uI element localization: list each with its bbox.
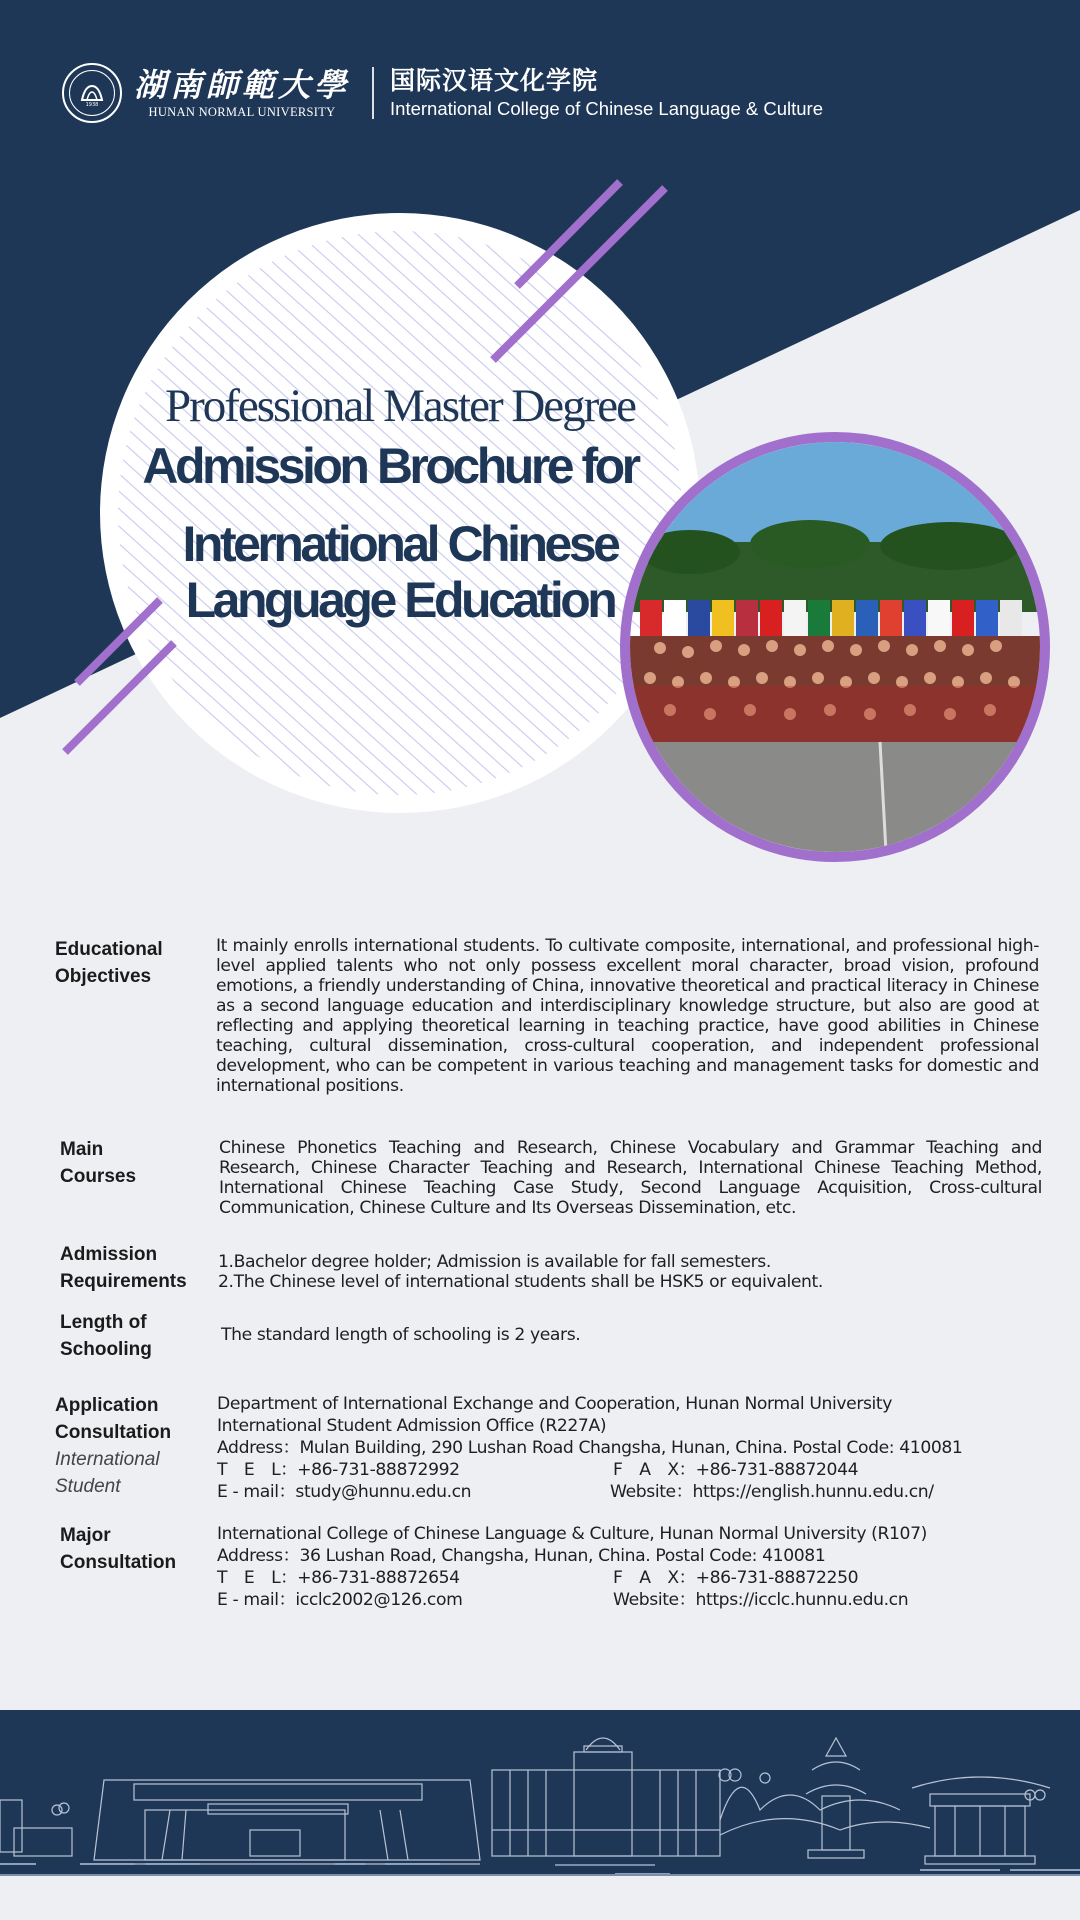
major-email-web-line <box>217 1589 1057 1611</box>
major-fax-group <box>613 1567 858 1589</box>
application-tel: +86-731-88872992 <box>297 1460 460 1480</box>
university-name-cn: 湖南師範大學 <box>134 66 351 104</box>
website-key: Website： <box>613 1590 696 1610</box>
application-tel-fax-line <box>217 1459 1057 1481</box>
section-label <box>60 1241 187 1295</box>
requirement-item: 2.The Chinese level of international students shall be HSK5 or equivalent. <box>218 1272 823 1292</box>
major-tel-fax-line <box>217 1567 1057 1589</box>
major-website-link[interactable]: https://icclc.hunnu.edu.cn <box>695 1590 909 1610</box>
address-key: Address： <box>217 1546 300 1566</box>
application-office: International Student Admission Office (R227A) <box>217 1416 607 1436</box>
university-name-en: HUNAN NORMAL UNIVERSITY <box>148 105 336 119</box>
section-label <box>60 1522 176 1576</box>
address-key: Address： <box>217 1438 300 1458</box>
major-email-link[interactable]: icclc2002@126.com <box>295 1590 463 1610</box>
label-line: Courses <box>60 1166 137 1187</box>
major-website-group <box>613 1589 908 1611</box>
major-org: International College of Chinese Language & Culture, Hunan Normal University (R107) <box>217 1524 927 1544</box>
fax-key: F A X： <box>613 1568 696 1588</box>
application-website-link[interactable]: https://english.hunnu.edu.cn/ <box>692 1482 934 1502</box>
tel-key: T E L： <box>217 1460 298 1480</box>
section-label <box>55 1392 171 1500</box>
label-line: Length of <box>60 1312 147 1333</box>
college-name-en: International College of Chinese Language & Culture <box>390 98 824 119</box>
label-line: Consultation <box>55 1422 172 1443</box>
header <box>62 60 823 126</box>
email-key: E - mail： <box>217 1590 296 1610</box>
application-address: Mulan Building, 290 Lushan Road Changsha, Hunan, China. Postal Code: 410081 <box>299 1438 963 1458</box>
college-name <box>390 65 823 121</box>
label-line: Requirements <box>60 1271 187 1292</box>
major-address: 36 Lushan Road, Changsha, Hunan, China. Postal Code: 410081 <box>299 1546 826 1566</box>
title-line-2: International Chinese <box>182 516 618 572</box>
label-line: Consultation <box>60 1552 177 1573</box>
application-website-group <box>610 1481 934 1503</box>
objectives-text: It mainly enrolls international students. To cultivate composite, international, and professional high-level applied talents who not only possess excellent moral character, broad vision, profound emotions, a friendly understanding of China, innovative theoretical and practical literacy in Chinese as a second language education and interdisciplinary knowledge structure, but also are good at reflecting and applying theoretical learning in teaching practice, have good abilities in Chinese teaching, cultural dissemination, cross-cultural cooperation, and independent professional development, who can be competent in various teaching and management tasks for domestic and international positions. <box>216 936 1039 1096</box>
courses-text: Chinese Phonetics Teaching and Research, Chinese Vocabulary and Grammar Teaching and Research, Chinese Character Teaching and Research, International Chinese Teaching Method, International Chinese Teaching Case Study, Second Language Acquisition, Cross-cultural Communication, Chinese Culture and Its Overseas Dissemination, etc. <box>219 1138 1042 1218</box>
label-line: Student <box>55 1476 121 1497</box>
label-line: Admission <box>60 1244 158 1265</box>
application-org: Department of International Exchange and Cooperation, Hunan Normal University <box>217 1394 893 1414</box>
label-line: Application <box>55 1395 159 1416</box>
footer-campus-skyline <box>0 1710 1080 1876</box>
label-line: Educational <box>55 939 163 960</box>
label-line: Schooling <box>60 1339 152 1360</box>
header-divider <box>372 67 374 119</box>
svg-text:1938: 1938 <box>85 102 99 108</box>
label-line: Major <box>60 1525 111 1546</box>
fax-key: F A X： <box>613 1460 696 1480</box>
application-contact <box>217 1393 1057 1503</box>
application-address-line <box>217 1437 1057 1459</box>
brochure-title <box>100 380 680 630</box>
application-fax-group <box>613 1459 858 1481</box>
tel-key: T E L： <box>217 1568 298 1588</box>
title-subtitle: Professional Master Degree <box>164 380 636 432</box>
website-key: Website： <box>610 1482 693 1502</box>
email-key: E - mail： <box>217 1482 296 1502</box>
major-tel: +86-731-88872654 <box>297 1568 460 1588</box>
major-contact <box>217 1523 1057 1611</box>
major-fax: +86-731-88872250 <box>695 1568 859 1588</box>
section-label <box>60 1136 136 1190</box>
application-fax: +86-731-88872044 <box>695 1460 859 1480</box>
title-line-1: Admission Brochure for <box>142 438 638 494</box>
application-email-web-line <box>217 1481 1057 1503</box>
university-seal-logo <box>62 63 122 123</box>
college-name-cn: 国际汉语文化学院 <box>390 66 599 95</box>
university-name <box>134 66 350 120</box>
title-line-3: Language Education <box>185 572 615 628</box>
section-label <box>60 1309 152 1363</box>
label-line: Main <box>60 1139 104 1160</box>
campus-buildings-illustration <box>0 1710 1080 1874</box>
requirements-list <box>218 1252 1048 1292</box>
label-line: International <box>55 1449 160 1470</box>
requirement-item: 1.Bachelor degree holder; Admission is available for fall semesters. <box>218 1252 771 1272</box>
group-photo-international-students <box>620 432 1050 862</box>
length-text: The standard length of schooling is 2 years. <box>221 1325 581 1345</box>
seal-emblem-icon <box>77 78 107 108</box>
section-label <box>55 936 163 990</box>
label-line: Objectives <box>55 966 152 987</box>
major-address-line <box>217 1545 1057 1567</box>
application-email-link[interactable]: study@hunnu.edu.cn <box>295 1482 472 1502</box>
